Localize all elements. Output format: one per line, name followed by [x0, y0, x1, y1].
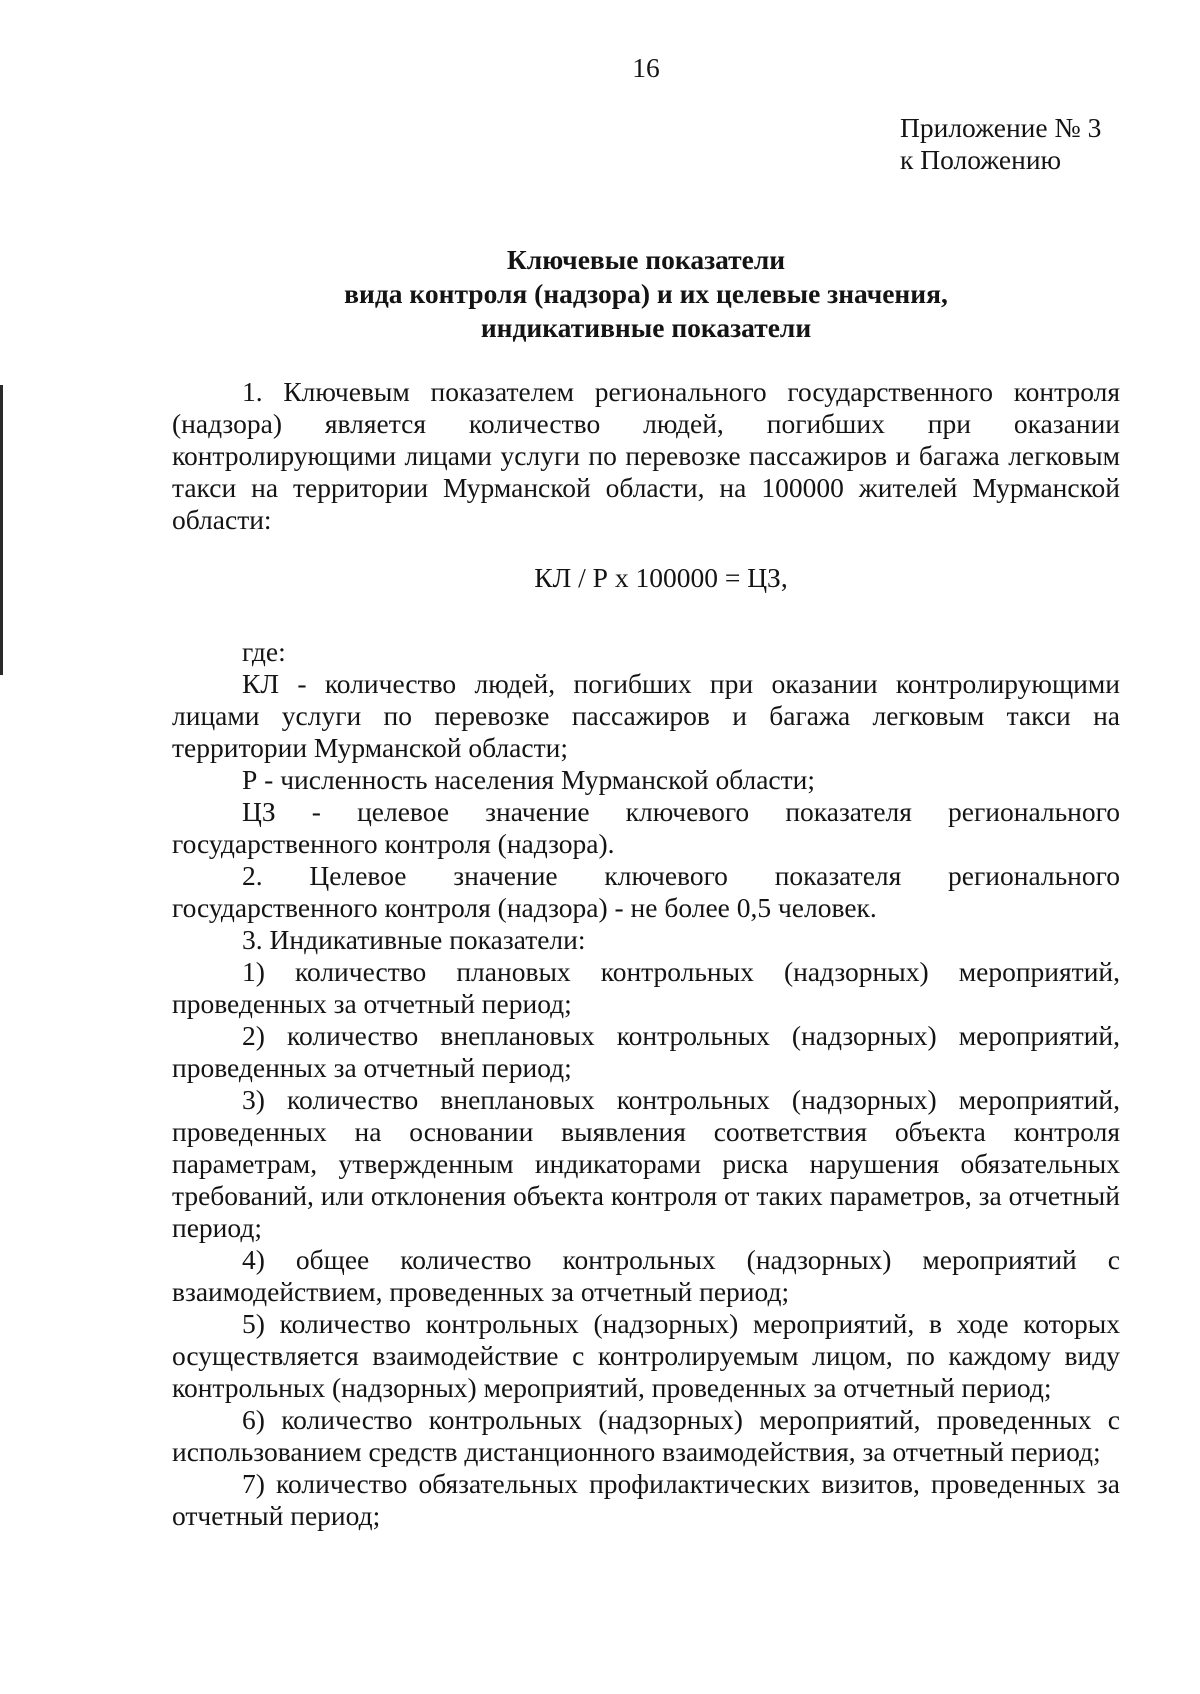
indicator-item-7: 7) количество обязательных профилактических визитов, проведенных за отчетный период; [172, 1468, 1120, 1531]
indicator-item-5: 5) количество контрольных (надзорных) мероприятий, в ходе которых осуществляется взаимодействие с контролируемым лицом, по каждому виду контрольных (надзорных) мероприятий, проведенных за отчетный период; [172, 1308, 1120, 1403]
paragraph-indicative-heading: 3. Индикативные показатели: [242, 924, 586, 955]
definition-r: Р - численность населения Мурманской области; [242, 764, 816, 795]
appendix-number: Приложение № 3 [900, 112, 1102, 143]
document-body [172, 376, 1120, 1532]
definition-kl: КЛ - количество людей, погибших при оказании контролирующими лицами услуги по перевозке пассажиров и багажа легковым такси на территории Мурманской области; [172, 668, 1120, 763]
paragraph-target-value: 2. Целевое значение ключевого показателя регионального государственного контроля (надзора) - не более 0,5 человек. [172, 860, 1120, 923]
paragraph-key-indicator: 1. Ключевым показателем регионального государственного контроля (надзора) является количество людей, погибших при оказании контролирующими лицами услуги по перевозке пассажиров и багажа легковым такси на территории Мурманской области, на 100000 жителей Мурманской области: [172, 376, 1120, 535]
where-label: где: [242, 636, 286, 667]
scan-edge-mark [0, 385, 3, 675]
page-number: 16 [632, 52, 660, 83]
indicator-item-3: 3) количество внеплановых контрольных (надзорных) мероприятий, проведенных на основании выявления соответствия объекта контроля параметрам, утвержденным индикаторами риска нарушения обязательных требований, или отклонения объекта контроля от таких параметров, за отчетный период; [172, 1084, 1120, 1243]
indicator-item-4: 4) общее количество контрольных (надзорных) мероприятий с взаимодействием, проведенных за отчетный период; [172, 1244, 1120, 1307]
appendix-parent-doc: к Положению [900, 144, 1062, 175]
indicator-item-2: 2) количество внеплановых контрольных (надзорных) мероприятий, проведенных за отчетный период; [172, 1020, 1120, 1083]
title-line-3: индикативные показатели [480, 312, 812, 343]
indicator-item-1: 1) количество плановых контрольных (надзорных) мероприятий, проведенных за отчетный период; [172, 956, 1120, 1019]
appendix-reference [900, 112, 1101, 176]
definition-cz: ЦЗ - целевое значение ключевого показателя регионального государственного контроля (надзора). [172, 796, 1120, 859]
title-line-2: вида контроля (надзора) и их целевые значения, [344, 278, 948, 309]
formula: КЛ / Р х 100000 = ЦЗ, [534, 562, 788, 593]
indicator-item-6: 6) количество контрольных (надзорных) мероприятий, проведенных с использованием средств дистанционного взаимодействия, за отчетный период; [172, 1404, 1120, 1467]
title-line-1: Ключевые показатели [506, 244, 786, 275]
document-title [172, 243, 1120, 345]
